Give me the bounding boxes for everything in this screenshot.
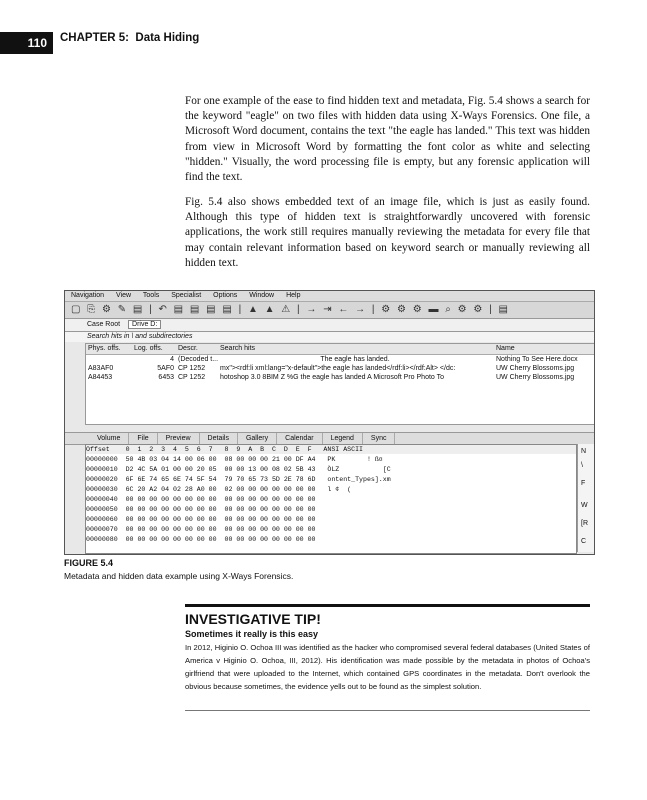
hex-line: 00000070 00 00 00 00 00 00 00 00 00 00 00 00 00 00 00 00: [86, 526, 316, 533]
page-number: 110: [0, 32, 53, 54]
breadcrumb: [65, 319, 595, 332]
hex-line: 00000020 6F 6E 74 65 6E 74 5F 54 79 70 65 73 5D 2E 78 6D ontent_Types].xm: [86, 476, 391, 483]
search-hits-table: [85, 343, 595, 425]
tab-preview[interactable]: Preview: [158, 433, 200, 444]
hex-line: 00000040 00 00 00 00 00 00 00 00 00 00 00 00 00 00 00 00: [86, 496, 316, 503]
tip-subtitle: Sometimes it really is this easy: [185, 629, 319, 639]
investigative-tip-box: [185, 604, 590, 693]
hex-view[interactable]: [85, 444, 577, 554]
paragraph-1: For one example of the ease to find hidden text and metadata, Fig. 5.4 shows a search for the keyword "eagle" on two files with hidden data using X-Ways Forensics. One file, a Microsoft Word document, contains the text "the eagle has landed." This text was hidden from view in Microsoft Word by formatting the font color as white and selecting "hidden." Visually, the word processing file is empty, but any forensic application will find the text.: [185, 95, 590, 184]
running-header: [0, 32, 647, 54]
menu-tools[interactable]: Tools: [142, 292, 160, 299]
menu-specialist[interactable]: Specialist: [171, 292, 202, 299]
menu-view[interactable]: View: [116, 292, 132, 299]
figure-caption: Metadata and hidden data example using X-Ways Forensics.: [64, 571, 294, 581]
tip-text: In 2012, Higinio O. Ochoa III was identified as the hacker who compromised several federal databases (United States of America v Higinio O. Ochoa, III, 2012). His identification was made possible by the metadata in photos of Ochoa's girlfriend that were uploaded to the Internet, which contained GPS coordinates in the metadata. Don't overlook the obvious because sometimes, the evidence yells out to be found as the simplest solution.: [185, 643, 590, 691]
xways-screenshot: [64, 290, 595, 555]
col-log-offs[interactable]: Log. offs.: [134, 345, 163, 352]
tab-file[interactable]: File: [129, 433, 157, 444]
side-panel: [577, 444, 594, 552]
tab-details[interactable]: Details: [200, 433, 238, 444]
chapter-title: Data Hiding: [135, 32, 200, 44]
hex-line: 00000080 00 00 00 00 00 00 00 00 00 00 00 00 00 00 00 00: [86, 536, 316, 543]
table-header: [86, 344, 594, 355]
cell-descr: CP 1252: [178, 374, 206, 381]
hex-line: 00000000 50 4B 03 04 14 00 06 00 08 00 00 00 21 00 DF A4 PK ! ß¤: [86, 456, 383, 463]
hex-header: Offset 0 1 2 3 4 5 6 7 8 9 A B C D E F ANSI ASCII: [86, 445, 576, 454]
table-row[interactable]: [86, 373, 594, 382]
side-letter: \: [581, 462, 583, 469]
cell-name: UW Cherry Blossoms.jpg: [496, 374, 575, 381]
menu-window[interactable]: Window: [249, 292, 275, 299]
tab-sync[interactable]: Sync: [363, 433, 396, 444]
cell-descr: (Decoded t...: [178, 356, 218, 363]
side-letter: C: [581, 538, 587, 545]
col-name[interactable]: Name: [496, 345, 515, 352]
chapter-heading: [60, 32, 199, 44]
col-search-hits[interactable]: Search hits: [220, 345, 256, 352]
side-letter: N: [581, 448, 587, 455]
side-letter: W: [581, 502, 588, 509]
cell-descr: CP 1252: [178, 365, 206, 372]
cell-hit: The eagle has landed.: [320, 356, 390, 363]
col-phys-offs[interactable]: Phys. offs.: [88, 345, 121, 352]
toolbar[interactable]: ▢ ⎘ ⚙ ✎ ▤ | ↶ ▤ ▤ ▤ ▤ | ▲ ▲ ⚠ | → ⇥ ← → | ⚙ ⚙ ⚙ ▬ ⌕ ⚙ ⚙ | ▤: [65, 302, 595, 319]
cell-phys: A84453: [88, 374, 113, 381]
cell-log: 5AF0: [157, 365, 174, 372]
paragraph-2: Fig. 5.4 also shows embedded text of an image file, which is just as easily found. Although this type of hidden text is straightforwardly uncovered with forensic applications, the work still requires manually reviewing the metadata for every file that may contain relevant information based on keyword search or manually reviewing all hidden text.: [185, 196, 590, 269]
search-hits-label: Search hits in \ and subdirectories: [65, 332, 595, 342]
tab-calendar[interactable]: Calendar: [277, 433, 322, 444]
tab-legend[interactable]: Legend: [323, 433, 363, 444]
cell-log: 4: [170, 356, 174, 363]
cell-hit: hotoshop 3.0 8BIM Z %G the eagle has landed A Microsoft Pro Photo To: [220, 374, 445, 381]
menu-navigation[interactable]: Navigation: [71, 292, 105, 299]
figure-label: FIGURE 5.4: [64, 558, 114, 568]
hex-line: 00000030 6C 20 A2 04 02 28 A0 00 02 00 00 00 00 00 00 00 l ¢ (: [86, 486, 352, 493]
cell-hit: mx"><rdf:li xml:lang="x-default">the eagle has landed</rdf:li></rdf:Alt> </dc:: [220, 365, 456, 372]
cell-name: Nothing To See Here.docx: [496, 356, 578, 363]
drive-tab[interactable]: Drive D:: [128, 320, 161, 329]
menu-help[interactable]: Help: [286, 292, 301, 299]
hex-line: 00000060 00 00 00 00 00 00 00 00 00 00 00 00 00 00 00 00: [86, 516, 316, 523]
table-row[interactable]: [86, 355, 594, 364]
cell-log: 6453: [158, 374, 174, 381]
table-row[interactable]: [86, 364, 594, 373]
tip-title: INVESTIGATIVE TIP!: [185, 611, 321, 627]
menu-options[interactable]: Options: [213, 292, 238, 299]
tab-volume[interactable]: Volume: [89, 433, 129, 444]
chapter-label: CHAPTER 5:: [60, 32, 130, 44]
hex-line: 00000050 00 00 00 00 00 00 00 00 00 00 00 00 00 00 00 00: [86, 506, 316, 513]
hex-line: 00000010 D2 4C 5A 01 00 00 20 05 00 00 13 00 08 02 5B 43 ÒLZ [C: [86, 466, 391, 473]
tip-bottom-rule: [185, 710, 590, 711]
tab-gallery[interactable]: Gallery: [238, 433, 277, 444]
col-descr[interactable]: Descr.: [178, 345, 198, 352]
cell-phys: A83AF0: [88, 365, 114, 372]
side-letter: [R: [581, 520, 588, 527]
case-root-tab[interactable]: Case Root: [87, 321, 121, 328]
menu-bar: [65, 291, 595, 302]
cell-name: UW Cherry Blossoms.jpg: [496, 365, 575, 372]
side-letter: F: [581, 480, 586, 487]
